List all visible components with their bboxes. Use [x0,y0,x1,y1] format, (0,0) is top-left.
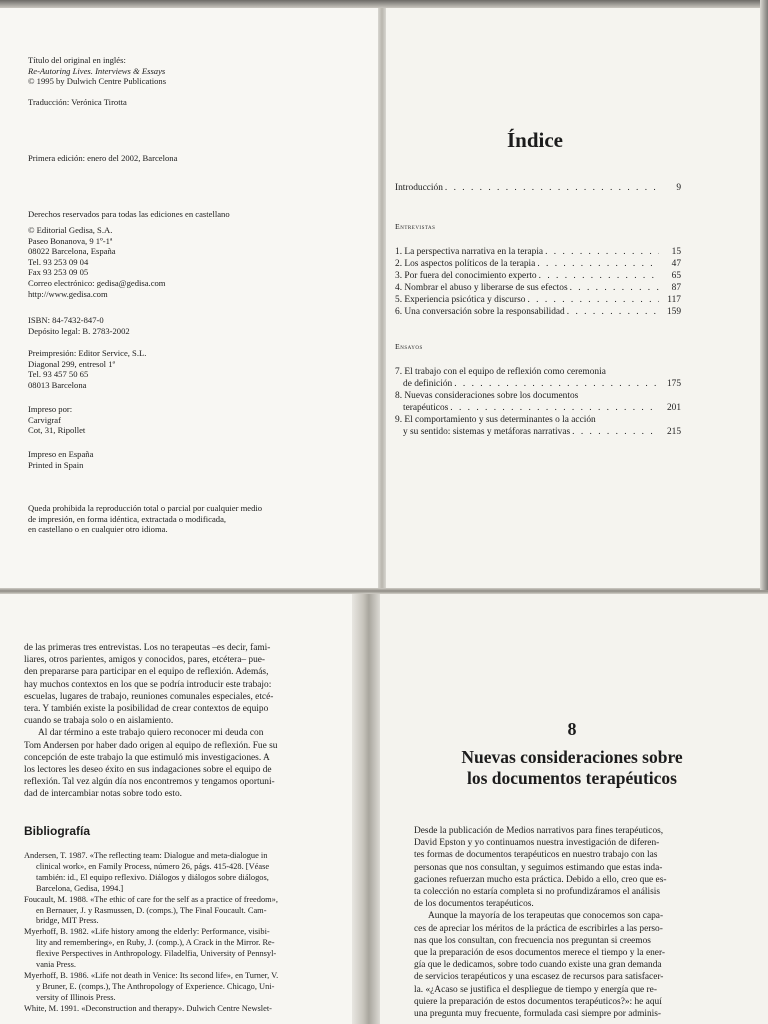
bibliography-line: en Bernauer, J. y Rasmussen, D. (comps.), The Final Foucault. Cam- [36,905,267,915]
bibliography-list [24,851,344,1015]
body-line: que la preparación de esos documentos merece el tiempo y la ener- [414,948,666,959]
preimpresion-line: Tel. 93 457 50 65 [28,369,89,380]
toc-page-number: 175 [666,379,681,389]
bibliography-line: Barcelona, Gedisa, 1994.] [36,883,124,893]
toc-entry [395,282,681,294]
printed-in-line: Impreso en España [28,449,94,459]
toc-entry-label: 6. Una conversación sobre la responsabilidad [395,307,565,317]
printer-block [28,404,85,436]
bibliography-line: versity of Illinois Press. [36,992,116,1002]
bibliography-line: flexive Perspectives in Anthropology. Filadelfia, University of Pennsyl- [36,949,277,959]
toc-entry-introduction [395,182,681,194]
toc-leader-dots [572,426,659,438]
original-title-block [28,55,166,87]
body-line: nas que los consultan, con frecuencia nos preguntan si creemos [414,935,651,946]
notice-line: Queda prohibida la reproducción total o parcial por cualquier medio [28,503,263,513]
bibliography-heading: Bibliografía [24,824,91,838]
body-line: escuelas, lugares de trabajo, reuniones comunales especiales, etcé- [24,691,274,702]
chapter-body [414,825,736,1020]
body-line: gaciones refuerzan mucho esta práctica. Debido a ello, creo que es- [414,874,667,885]
preimpresion-line: Preimpresión: Editor Service, S.L. [28,348,147,358]
bibliography-line: clinical work», en Family Process, número 26, págs. 415-428. [Véase [36,861,270,871]
toc-entry-label: 5. Experiencia psicótica y discurso [395,295,526,305]
body-line: tes formas de documentos terapéuticos en nuestro trabajo con las [414,850,658,861]
toc-title: Índice [507,128,564,152]
toc-page-number: 9 [676,183,681,193]
body-line: den prepararse para participar en el equipo de reflexión. Además, [24,667,269,678]
toc-leader-dots [570,282,659,294]
notice-line: de impresión, en forma idéntica, extractada o modificada, [28,513,227,524]
body-line: personas que nos consultan, y seguimos estimando que estas inda- [414,862,663,873]
body-line: ta colección no estaría completa si no profundizáramos el análisis [414,887,661,898]
toc-entry-label: de definición [403,379,453,389]
body-line: liares, otros parientes, amigos y conocidos, pares, etcétera– pue- [24,655,266,666]
bibliography-line: lity and remembering», en Ruby, J. (comp.), A Crack in the Mirror. Re- [36,938,275,948]
toc-entry [403,378,681,390]
preimpresion-line: Diagonal 299, entresol 1ª [28,358,115,369]
toc-entry-line: 8. Nuevas consideraciones sobre los documentos [395,391,579,401]
isbn-block [28,315,130,336]
bibliography-line: Foucault, M. 1988. «The ethic of care for the self as a practice of freedom», [24,894,278,904]
body-line: concepción de este trabajo la que estimuló mis investigaciones. A [24,752,270,763]
chapter-number: 8 [567,719,577,739]
body-line: tera. Y también existe la posibilidad de crear contextos de equipo [24,704,269,715]
toc-page-number: 47 [671,259,681,269]
preimpresion-block [28,348,146,390]
body-line: cuando se trabaja solo o en aislamiento. [24,716,174,727]
deposito-legal-line: Depósito legal: B. 2783-2002 [28,325,130,336]
toc-leader-dots [545,246,659,258]
body-line: Al dar término a este trabajo quiero reconocer mi deuda con [38,728,264,739]
toc-area [381,0,768,590]
toc-entry [403,426,681,438]
toc-entry [395,258,681,270]
toc-section-ensayos: Ensayos [395,342,423,351]
bibliography-line: vania Press. [36,960,77,970]
toc-page-number: 15 [671,247,681,257]
toc-page-number: 159 [666,307,681,317]
bibliography-line: White, M. 1991. «Deconstruction and therapy». Dulwich Centre Newslet- [24,1003,272,1013]
toc-entry-line: 9. El comportamiento y sus determinantes o la acción [395,415,596,425]
toc-leader-dots [567,306,659,318]
publisher-line: 08022 Barcelona, España [28,246,116,257]
bibliography-line: Myerhoff, B. 1982. «Life history among the elderly: Performance, visibi- [24,927,270,937]
body-line: ces de apreciar los méritos de la práctica de escribirles a las perso- [414,923,663,934]
translation-credit: Traducción: Verónica Tirotta [28,97,127,107]
body-line: hay muchos contextos en los que se podría introducir este trabajo: [24,679,272,690]
bibliography-line: y Bruner, E. (comps.), The Anthropology of Experience. Chicago, Uni- [36,981,275,991]
toc-entry [395,294,681,306]
publisher-email-line: Correo electrónico: gedisa@gedisa.com [28,277,166,288]
toc-section-entrevistas: Entrevistas [395,222,436,231]
body-line: los lectores les deseo éxito en sus indagaciones sobre el equipo de [24,765,272,776]
original-title: Re-Autoring Lives. Interviews & Essays [28,65,166,76]
toc-entry-label: 3. Por fuera del conocimiento experto [395,271,537,281]
toc-page-number: 201 [666,403,681,413]
copyright-line: © 1995 by Dulwich Centre Publications [28,76,167,87]
toc-page-number: 215 [666,427,681,437]
book-gutter-bottom [352,592,380,1024]
chapter-title-line: Nuevas consideraciones sobre [461,747,683,767]
publisher-block [28,225,166,299]
body-line: dad de intercambiar notas sobre todo esto. [24,789,183,800]
toc-leader-dots [527,294,659,306]
publisher-website-line: http://www.gedisa.com [28,288,108,299]
bibliography-line: también: id., El equipo reflexivo. Diálogos y diálogos sobre diálogos, [36,872,269,882]
body-line: Desde la publicación de Medios narrativos para fines terapéuticos, [414,826,664,836]
publisher-line: Tel. 93 253 09 04 [28,256,89,267]
printer-line: Carvigraf [28,414,61,425]
toc-entry-line: 7. El trabajo con el equipo de reflexión como ceremonia [395,367,606,377]
body-line: de los documentos terapéuticos. [414,899,534,910]
printer-line: Cot, 31, Ripollet [28,425,86,436]
notice-line: en castellano o en cualquier otro idioma. [28,524,168,535]
toc-entry-label: 2. Los aspectos políticos de la terapia [395,259,536,269]
publisher-line: © Editorial Gedisa, S.A. [28,225,113,235]
publisher-line: Paseo Bonanova, 9 1º-1ª [28,235,113,246]
toc-entry [403,402,681,414]
publisher-line: Fax 93 253 09 05 [28,267,89,278]
isbn-line: ISBN: 84-7432-847-0 [28,315,104,325]
chapter-title [376,747,768,789]
toc-entry-label: 4. Nombrar el abuso y liberarse de sus efectos [395,283,568,293]
first-edition-line: Primera edición: enero del 2002, Barcelona [28,153,178,163]
body-line: una pregunta muy frecuente, formulada casi siempre por adminis- [414,1009,662,1020]
body-line: de servicios terapéuticos y una escasez de recursos para satisfacer- [414,972,664,983]
body-line: reflexión. Tal vez algún día nos encontremos y tengamos oportuni- [24,777,275,788]
rights-line: Derechos reservados para todas las ediciones en castellano [28,209,230,219]
original-title-label: Título del original en inglés: [28,55,126,65]
toc-entry [395,306,681,318]
body-line: Tom Andersen por haber dado origen al equipo de reflexión. Fue su [24,740,278,751]
reproduction-notice [28,503,262,535]
body-line: David Epston y yo continuamos nuestra investigación de diferen- [414,838,660,849]
body-line: Aunque la mayoría de los terapeutas que conocemos son capa- [428,911,664,922]
bibliography-line: bridge, MIT Press. [36,916,99,926]
toc-entry [395,246,681,258]
closing-paragraphs [24,642,344,801]
bibliography-line: Andersen, T. 1987. «The reflecting team: Dialogue and meta-dialogue in [24,851,268,860]
toc-leader-dots [537,258,659,270]
preimpresion-line: 08013 Barcelona [28,379,87,390]
body-line: la. «¿Acaso se justifica el despliegue de tiempo y energía que re- [414,984,657,995]
toc-entry-label: Introducción [395,183,443,193]
printer-line: Impreso por: [28,404,73,414]
body-line: gía que le dedicamos, sobre todo cuando existe una gran demanda [414,960,662,971]
toc-leader-dots [539,270,659,282]
toc-page-number: 87 [671,283,681,293]
toc-leader-dots [450,402,659,414]
body-line: de las primeras tres entrevistas. Los no terapeutas –es decir, fami- [24,643,271,653]
toc-page-number: 65 [671,271,681,281]
bibliography-line: Myerhoff, B. 1986. «Life not death in Venice: Its second life», en Turner, V. [24,970,279,980]
printed-in-block [28,449,93,470]
toc-entry-label: y su sentido: sistemas y metáforas narrativas [403,427,571,437]
toc-entry-label: terapéuticos [403,403,449,413]
body-line: quiere la preparación de estos documentos terapéuticos?»: he aquí [414,996,662,1007]
toc-page-number: 117 [667,295,681,305]
toc-leader-dots [445,182,659,194]
toc-leader-dots [454,378,659,390]
chapter-title-line: los documentos terapéuticos [467,768,677,788]
toc-entry [395,270,681,282]
printed-in-line: Printed in Spain [28,459,84,470]
toc-entry-label: 1. La perspectiva narrativa en la terapia [395,247,544,257]
